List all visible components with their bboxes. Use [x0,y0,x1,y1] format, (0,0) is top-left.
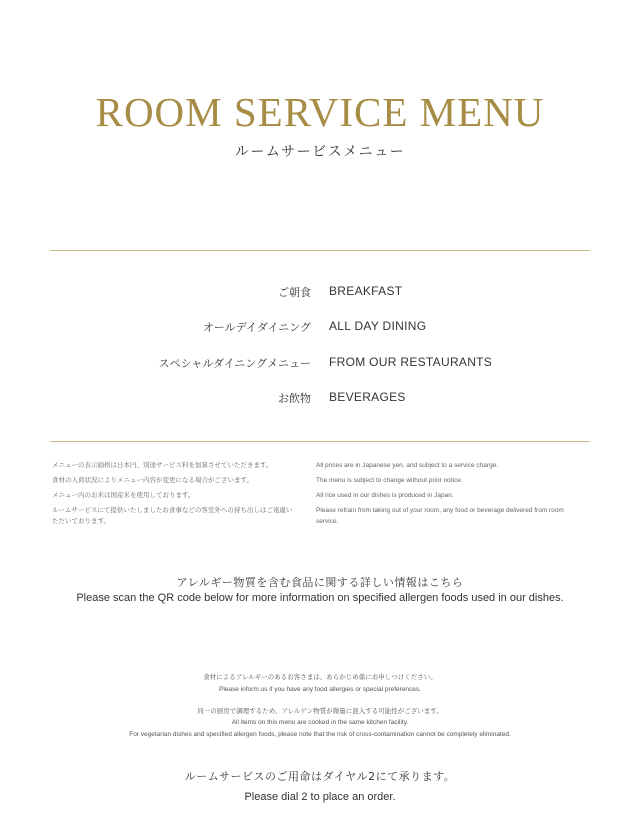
menu-item-all-day-dining[interactable] [0,319,640,339]
cross-contamination-notice-en: For vegetarian dishes and specified allergen foods, please note that the risk of cross-contamination cannot be completely eliminated. [129,731,511,738]
menu-item-breakfast[interactable] [0,284,640,304]
menu-item-label-jp: お飲物 [278,392,311,405]
menu-item-label-jp: オールデイダイニング [202,321,311,334]
menu-item-label-jp: ご朝食 [278,286,311,299]
note-line: 食材の入荷状況によりメニュー内容が変更になる場合がございます。 [52,476,253,484]
page-subtitle: ルームサービスメニュー [234,144,406,160]
note-line: メニュー内のお米は国産米を使用しております。 [52,491,195,499]
page-title: ROOM SERVICE MENU [95,89,545,135]
menu-item-label-jp: スペシャルダイニングメニュー [158,357,311,370]
divider-bottom [50,441,590,442]
note-line: メニューの表示価格は日本円、別途サービス料を加算させていただきます。 [52,461,273,469]
allergen-heading-jp: アレルギー物質を含む食品に関する詳しい情報はこちら [176,576,464,589]
menu-item-label-en: ALL DAY DINING [329,319,427,333]
note-line: All prices are in Japanese yen, and subject to a service charge. [316,462,499,469]
dial-instruction-en: Please dial 2 to place an order. [244,791,396,803]
allergy-notice-jp: 食材によるアレルギーのあるお客さまは、あらかじめ係にお申しつけください。 [203,673,437,681]
menu-item-restaurants[interactable] [0,355,640,375]
note-line: The menu is subject to change without prior notice. [316,477,463,484]
note-line: ルームサービスにて提供いたしましたお食事などの客室外への持ち出しはご遠慮いただいております。 [52,506,293,525]
note-line: All rice used in our dishes is produced in Japan. [316,492,454,499]
menu-item-label-en: BREAKFAST [329,284,403,298]
notes-japanese [52,458,297,527]
menu-item-label-en: FROM OUR RESTAURANTS [329,355,493,369]
allergen-heading-en: Please scan the QR code below for more information on specified allergen foods used in our dishes. [76,592,564,604]
menu-item-label-en: BEVERAGES [329,390,406,404]
dial-instruction-jp: ルームサービスのご用命はダイヤル2にて承ります。 [184,770,456,783]
notes-english [316,458,586,527]
kitchen-notice-en: All items on this menu are cooked in the same kitchen facility. [231,719,409,726]
note-line: Please refrain from taking out of your room, any food or beverage delivered from room service. [316,507,564,525]
menu-item-beverages[interactable] [0,390,640,410]
allergy-notice-en: Please inform us if you have any food allergies or special preferences. [219,686,421,693]
divider-top [50,250,590,251]
kitchen-notice-jp: 同一の厨房で調理するため、アレルゲン物質が微量に混入する可能性がございます。 [197,707,443,715]
